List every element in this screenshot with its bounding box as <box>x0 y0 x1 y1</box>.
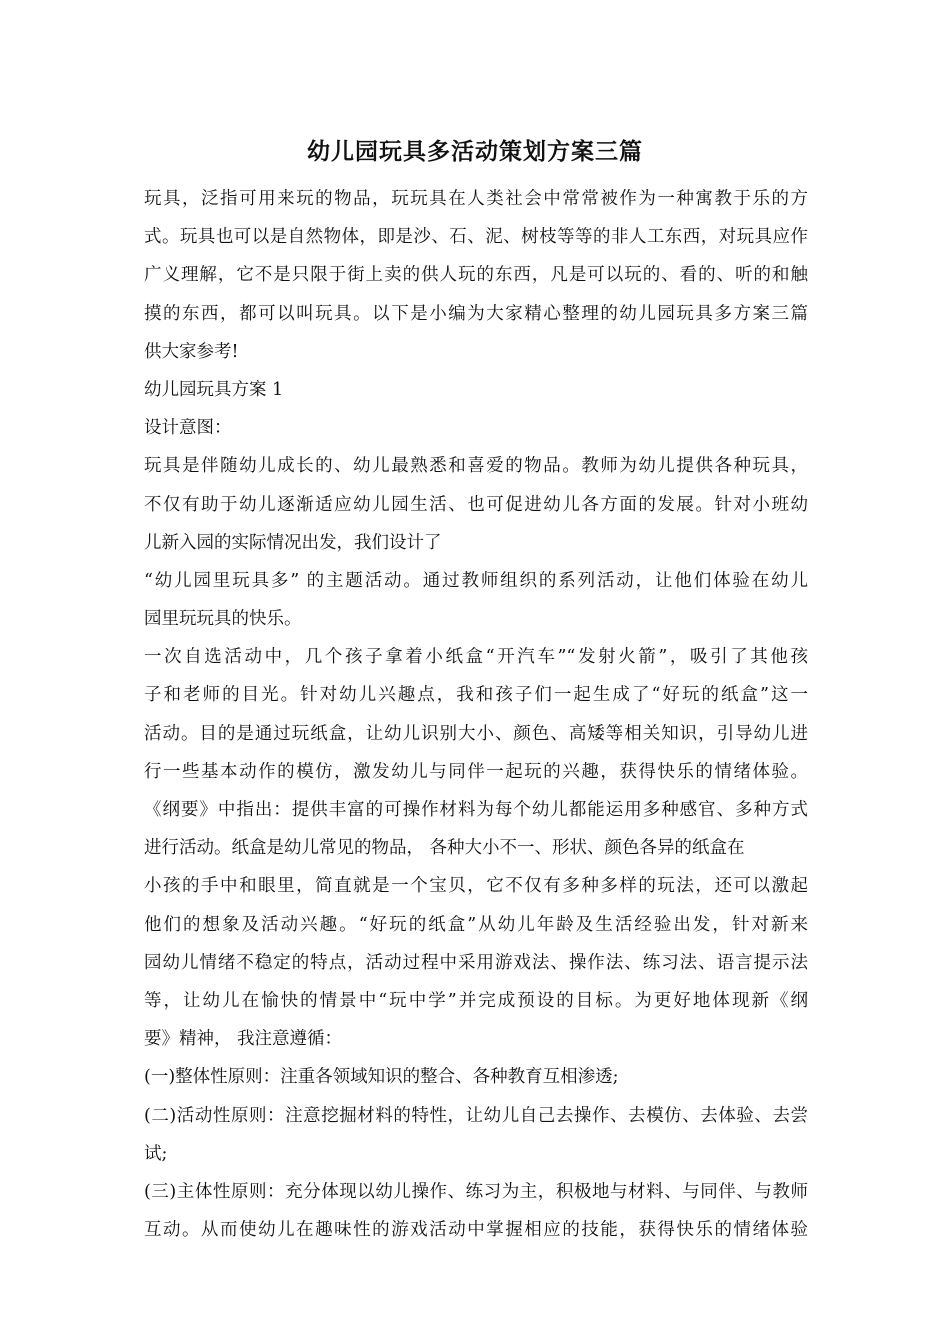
text-line: 摸的东西，都可以叫玩具。以下是小编为大家精心整理的幼儿园玩具多方案三篇 <box>144 303 808 324</box>
text-line: 供大家参考! <box>144 341 239 362</box>
text-line: 园里玩玩具的快乐。 <box>144 609 302 630</box>
document-body <box>144 180 808 1249</box>
document-title: 幼儿园玩具多活动策划方案三篇 <box>307 138 643 165</box>
text-line: 活动。目的是通过玩纸盒，让幼儿识别大小、颜色、高矮等相关知识，引导幼儿进 <box>144 723 808 744</box>
section-heading: 幼儿园玩具方案 1 <box>144 379 284 400</box>
text-line: 试; <box>144 1143 168 1164</box>
list-item: (一)整体性原则：注重各领域知识的整合、各种教育互相渗透; <box>144 1067 619 1088</box>
text-line: 一次自选活动中，几个孩子拿着小纸盒“开汽车”“发射火箭”，吸引了其他孩 <box>144 647 808 668</box>
text-line: 式。玩具也可以是自然物体，即是沙、石、泥、树枝等等的非人工东西，对玩具应作 <box>144 227 808 248</box>
text-line: 要》精神， 我注意遵循： <box>144 1029 343 1050</box>
text-line: 他们的想象及活动兴趣。“好玩的纸盒”从幼儿年龄及生活经验出发，针对新来 <box>144 914 808 935</box>
text-line: “幼儿园里玩具多” 的主题活动。通过教师组织的系列活动，让他们体验在幼儿 <box>144 570 808 591</box>
list-item: (二)活动性原则：注意挖掘材料的特性，让幼儿自己去操作、去模仿、去体验、去尝 <box>144 1105 808 1126</box>
text-line: 玩具，泛指可用来玩的物品，玩玩具在人类社会中常常被作为一种寓教于乐的方 <box>144 189 808 209</box>
text-line: 玩具是伴随幼儿成长的、幼儿最熟悉和喜爱的物品。教师为幼儿提供各种玩具， <box>144 456 808 477</box>
text-line: 广义理解，它不是只限于街上卖的供人玩的东西，凡是可以玩的、看的、听的和触 <box>144 265 808 286</box>
text-line: 子和老师的目光。针对幼儿兴趣点，我和孩子们一起生成了“好玩的纸盒”这一 <box>144 685 808 706</box>
text-line: 等，让幼儿在愉快的情景中“玩中学”并完成预设的目标。为更好地体现新《纲 <box>144 990 808 1011</box>
text-line: 小孩的手中和眼里，简直就是一个宝贝，它不仅有多种多样的玩法，还可以激起 <box>144 876 808 897</box>
list-item: (三)主体性原则：充分体现以幼儿操作、练习为主，积极地与材料、与同伴、与教师 <box>144 1181 808 1202</box>
subsection-heading: 设计意图： <box>144 418 232 439</box>
text-line: 互动。从而使幼儿在趣味性的游戏活动中掌握相应的技能，获得快乐的情绪体验 <box>144 1220 808 1241</box>
text-line: 不仅有助于幼儿逐渐适应幼儿园生活、也可促进幼儿各方面的发展。针对小班幼 <box>144 494 808 515</box>
text-line: 儿新入园的实际情况出发，我们设计了 <box>144 532 442 553</box>
text-line: 进行活动。纸盒是幼儿常见的物品， 各种大小不一、形状、颜色各异的纸盒在 <box>144 838 745 859</box>
text-line: 《纲要》中指出：提供丰富的可操作材料为每个幼儿都能运用多种感官、多种方式 <box>144 800 808 820</box>
text-line: 行一些基本动作的模仿，激发幼儿与同伴一起玩的兴趣，获得快乐的情绪体验。 <box>144 761 808 782</box>
text-line: 园幼儿情绪不稳定的特点，活动过程中采用游戏法、操作法、练习法、语言提示法 <box>144 952 808 973</box>
